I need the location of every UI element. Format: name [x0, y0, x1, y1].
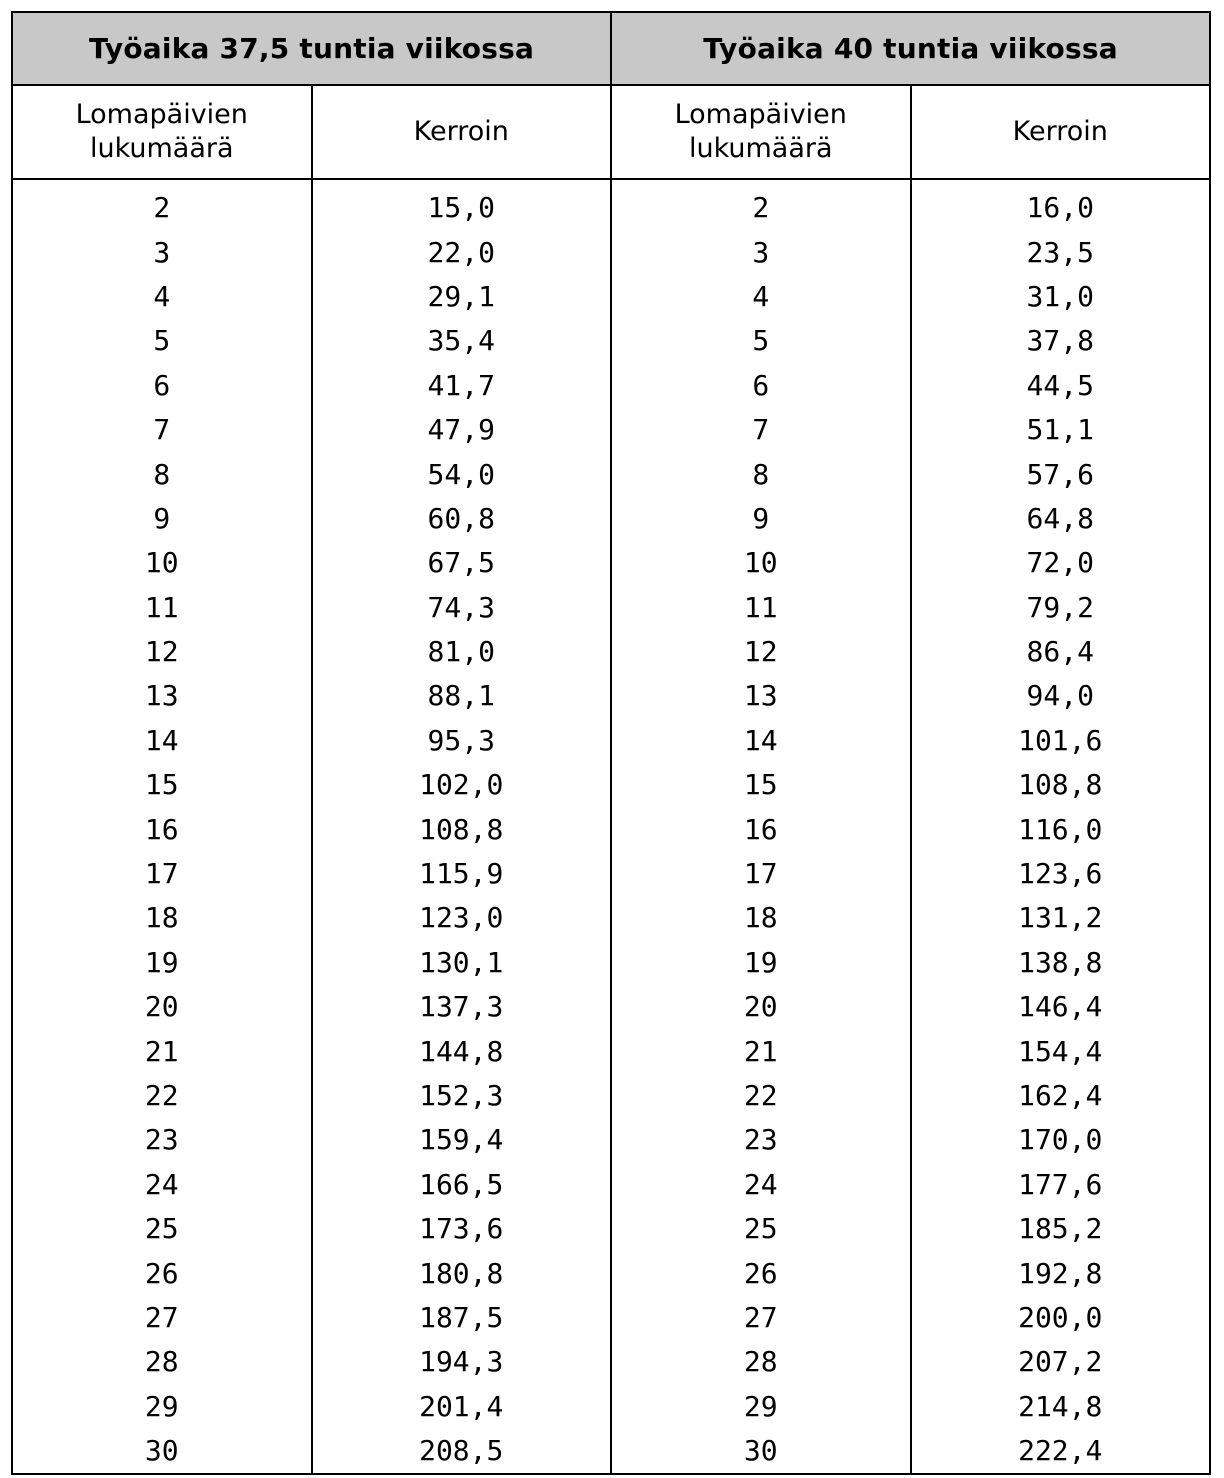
table-row [12, 179, 1210, 230]
cell-factor-37-5: 201,4 [312, 1385, 612, 1429]
column-header-line: Lomapäivien [674, 99, 847, 130]
cell-factor-37-5: 29,1 [312, 275, 612, 319]
cell-factor-40: 123,6 [911, 852, 1211, 896]
cell-vacation-days-37-5: 4 [12, 275, 312, 319]
table-row [12, 852, 1210, 896]
cell-vacation-days-40: 24 [611, 1163, 911, 1207]
cell-vacation-days-40: 25 [611, 1207, 911, 1251]
table-row [12, 1251, 1210, 1295]
cell-vacation-days-40: 12 [611, 630, 911, 674]
cell-factor-40: 16,0 [911, 179, 1211, 230]
cell-factor-37-5: 144,8 [312, 1029, 612, 1073]
cell-vacation-days-37-5: 5 [12, 319, 312, 363]
cell-factor-37-5: 123,0 [312, 896, 612, 940]
cell-vacation-days-40: 2 [611, 179, 911, 230]
cell-factor-37-5: 41,7 [312, 364, 612, 408]
cell-vacation-days-37-5: 23 [12, 1118, 312, 1162]
table-row [12, 674, 1210, 718]
cell-vacation-days-37-5: 22 [12, 1074, 312, 1118]
table-row [12, 807, 1210, 851]
table-row [12, 985, 1210, 1029]
cell-factor-40: 23,5 [911, 230, 1211, 274]
cell-factor-40: 192,8 [911, 1251, 1211, 1295]
cell-vacation-days-37-5: 26 [12, 1251, 312, 1295]
cell-factor-40: 207,2 [911, 1340, 1211, 1384]
cell-vacation-days-40: 8 [611, 452, 911, 496]
table-row [12, 896, 1210, 940]
cell-vacation-days-40: 17 [611, 852, 911, 896]
column-header-line: Lomapäivien [75, 99, 248, 130]
cell-vacation-days-37-5: 15 [12, 763, 312, 807]
cell-vacation-days-37-5: 11 [12, 586, 312, 630]
cell-vacation-days-37-5: 3 [12, 230, 312, 274]
group-title-37-5-hours: Työaika 37,5 tuntia viikossa [12, 12, 611, 85]
table-row [12, 763, 1210, 807]
table-row [12, 1429, 1210, 1474]
cell-vacation-days-40: 19 [611, 941, 911, 985]
cell-factor-40: 79,2 [911, 586, 1211, 630]
cell-vacation-days-40: 10 [611, 541, 911, 585]
cell-factor-40: 64,8 [911, 497, 1211, 541]
cell-vacation-days-37-5: 25 [12, 1207, 312, 1251]
cell-factor-37-5: 81,0 [312, 630, 612, 674]
column-header-row [12, 85, 1210, 179]
column-header-vacation-days-37-5 [12, 85, 312, 179]
cell-vacation-days-37-5: 19 [12, 941, 312, 985]
cell-vacation-days-37-5: 29 [12, 1385, 312, 1429]
column-header-vacation-days-40 [611, 85, 911, 179]
table-body [12, 179, 1210, 1474]
column-header-factor-40: Kerroin [911, 85, 1211, 179]
cell-vacation-days-37-5: 18 [12, 896, 312, 940]
cell-vacation-days-37-5: 10 [12, 541, 312, 585]
cell-vacation-days-40: 13 [611, 674, 911, 718]
cell-vacation-days-37-5: 17 [12, 852, 312, 896]
cell-factor-40: 214,8 [911, 1385, 1211, 1429]
cell-vacation-days-40: 22 [611, 1074, 911, 1118]
cell-factor-37-5: 115,9 [312, 852, 612, 896]
cell-vacation-days-40: 29 [611, 1385, 911, 1429]
cell-factor-40: 108,8 [911, 763, 1211, 807]
cell-vacation-days-37-5: 12 [12, 630, 312, 674]
table-row [12, 1385, 1210, 1429]
cell-factor-40: 31,0 [911, 275, 1211, 319]
table-row [12, 941, 1210, 985]
cell-factor-37-5: 15,0 [312, 179, 612, 230]
cell-factor-37-5: 152,3 [312, 1074, 612, 1118]
cell-factor-40: 72,0 [911, 541, 1211, 585]
cell-factor-37-5: 159,4 [312, 1118, 612, 1162]
cell-factor-37-5: 60,8 [312, 497, 612, 541]
cell-vacation-days-37-5: 21 [12, 1029, 312, 1073]
cell-factor-37-5: 47,9 [312, 408, 612, 452]
cell-factor-40: 101,6 [911, 719, 1211, 763]
cell-factor-37-5: 208,5 [312, 1429, 612, 1474]
cell-factor-37-5: 187,5 [312, 1296, 612, 1340]
table-row [12, 541, 1210, 585]
column-header-factor-37-5: Kerroin [312, 85, 612, 179]
cell-factor-37-5: 108,8 [312, 807, 612, 851]
cell-vacation-days-40: 21 [611, 1029, 911, 1073]
table-row [12, 452, 1210, 496]
cell-factor-40: 37,8 [911, 319, 1211, 363]
cell-vacation-days-37-5: 9 [12, 497, 312, 541]
cell-factor-40: 222,4 [911, 1429, 1211, 1474]
cell-factor-40: 154,4 [911, 1029, 1211, 1073]
cell-factor-40: 138,8 [911, 941, 1211, 985]
table-row [12, 1163, 1210, 1207]
cell-vacation-days-40: 14 [611, 719, 911, 763]
cell-factor-37-5: 137,3 [312, 985, 612, 1029]
cell-factor-40: 200,0 [911, 1296, 1211, 1340]
table-row [12, 1118, 1210, 1162]
cell-vacation-days-37-5: 6 [12, 364, 312, 408]
table-row [12, 408, 1210, 452]
cell-factor-40: 116,0 [911, 807, 1211, 851]
cell-factor-37-5: 180,8 [312, 1251, 612, 1295]
cell-vacation-days-37-5: 24 [12, 1163, 312, 1207]
cell-factor-37-5: 88,1 [312, 674, 612, 718]
cell-vacation-days-37-5: 27 [12, 1296, 312, 1340]
column-header-line: lukumäärä [89, 133, 234, 164]
cell-factor-40: 162,4 [911, 1074, 1211, 1118]
cell-vacation-days-40: 3 [611, 230, 911, 274]
table-row [12, 1029, 1210, 1073]
column-header-line: lukumäärä [688, 133, 833, 164]
cell-vacation-days-37-5: 7 [12, 408, 312, 452]
cell-vacation-days-37-5: 14 [12, 719, 312, 763]
table-row [12, 275, 1210, 319]
cell-factor-40: 131,2 [911, 896, 1211, 940]
cell-vacation-days-40: 4 [611, 275, 911, 319]
table-row [12, 1340, 1210, 1384]
cell-vacation-days-40: 27 [611, 1296, 911, 1340]
cell-vacation-days-37-5: 30 [12, 1429, 312, 1474]
cell-factor-40: 170,0 [911, 1118, 1211, 1162]
cell-vacation-days-37-5: 16 [12, 807, 312, 851]
cell-vacation-days-40: 16 [611, 807, 911, 851]
cell-factor-37-5: 67,5 [312, 541, 612, 585]
cell-vacation-days-40: 15 [611, 763, 911, 807]
cell-vacation-days-40: 5 [611, 319, 911, 363]
cell-vacation-days-40: 7 [611, 408, 911, 452]
table-header [12, 12, 1210, 179]
document-sheet [11, 11, 1209, 1475]
table-row [12, 630, 1210, 674]
table-row [12, 230, 1210, 274]
cell-factor-40: 185,2 [911, 1207, 1211, 1251]
cell-factor-40: 44,5 [911, 364, 1211, 408]
cell-vacation-days-40: 20 [611, 985, 911, 1029]
cell-factor-37-5: 35,4 [312, 319, 612, 363]
cell-vacation-days-37-5: 2 [12, 179, 312, 230]
cell-vacation-days-40: 28 [611, 1340, 911, 1384]
cell-vacation-days-40: 18 [611, 896, 911, 940]
cell-vacation-days-37-5: 8 [12, 452, 312, 496]
table-row [12, 364, 1210, 408]
group-title-40-hours: Työaika 40 tuntia viikossa [611, 12, 1210, 85]
cell-vacation-days-37-5: 13 [12, 674, 312, 718]
cell-factor-40: 51,1 [911, 408, 1211, 452]
cell-factor-37-5: 22,0 [312, 230, 612, 274]
table-row [12, 1296, 1210, 1340]
cell-factor-40: 86,4 [911, 630, 1211, 674]
cell-vacation-days-40: 23 [611, 1118, 911, 1162]
cell-vacation-days-37-5: 28 [12, 1340, 312, 1384]
cell-factor-37-5: 166,5 [312, 1163, 612, 1207]
cell-vacation-days-40: 30 [611, 1429, 911, 1474]
cell-vacation-days-40: 26 [611, 1251, 911, 1295]
cell-factor-37-5: 173,6 [312, 1207, 612, 1251]
table-row [12, 719, 1210, 763]
table-row [12, 319, 1210, 363]
cell-factor-40: 57,6 [911, 452, 1211, 496]
cell-vacation-days-40: 11 [611, 586, 911, 630]
table-row [12, 586, 1210, 630]
cell-factor-37-5: 74,3 [312, 586, 612, 630]
cell-factor-37-5: 95,3 [312, 719, 612, 763]
cell-vacation-days-40: 6 [611, 364, 911, 408]
cell-factor-37-5: 54,0 [312, 452, 612, 496]
group-header-row [12, 12, 1210, 85]
table-row [12, 1074, 1210, 1118]
table-row [12, 497, 1210, 541]
cell-factor-37-5: 102,0 [312, 763, 612, 807]
table-row [12, 1207, 1210, 1251]
cell-factor-40: 177,6 [911, 1163, 1211, 1207]
cell-factor-37-5: 130,1 [312, 941, 612, 985]
cell-factor-37-5: 194,3 [312, 1340, 612, 1384]
vacation-factor-table [11, 11, 1211, 1475]
cell-factor-40: 146,4 [911, 985, 1211, 1029]
cell-vacation-days-37-5: 20 [12, 985, 312, 1029]
cell-vacation-days-40: 9 [611, 497, 911, 541]
cell-factor-40: 94,0 [911, 674, 1211, 718]
